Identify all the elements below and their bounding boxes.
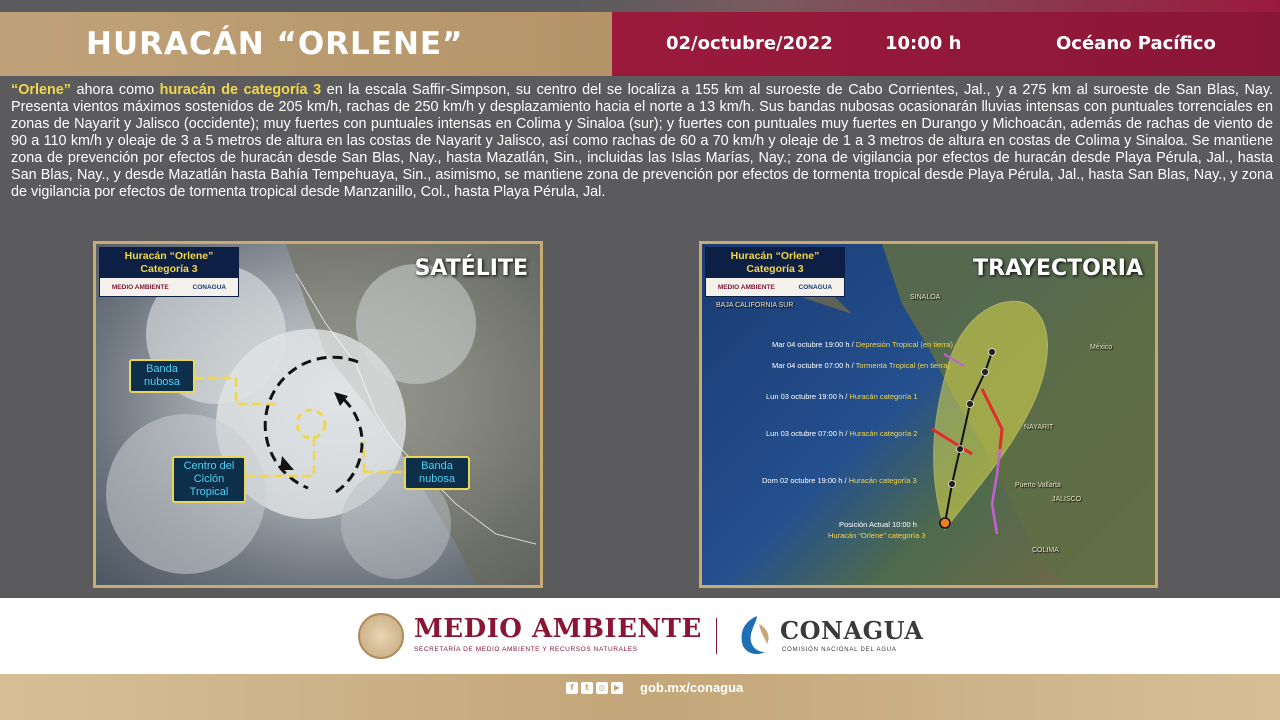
hurricane-category: huracán de categoría 3 (159, 82, 322, 98)
trajectory-badge-category: Categoría 3 (746, 263, 804, 275)
badge-org-conagua: CONAGUA (192, 283, 227, 291)
medio-ambiente-subtitle: SECRETARÍA DE MEDIO AMBIENTE Y RECURSOS NATURALES (414, 646, 638, 653)
forecast-status-1: Depresión Tropical (en tierra) (855, 340, 953, 349)
desc-text-2: en la escala Saffir-Simpson, su centro del se localiza a 155 km al suroeste de Cabo Corrientes, Jal., y a 275 km al suroeste de San Blas, Nay. Presenta vientos máximos sostenidos de 205 km/h, rachas de 250 km/h y desplazamiento hacia el norte a 13 km/h. Sus bandas nubosas ocasionarán lluvias intensas con puntuales torrenciales en zonas de Nayarit y Jalisco (occidente); muy fuertes con puntuales intensas en Colima y Sinaloa (sur); y fuertes con puntuales muy fuertes en Durango y Michoacán, además de rachas de viento de 90 a 110 km/h y oleaje de 3 a 5 metros de altura en las costas de Nayarit y Jalisco, así como rachas de 60 a 70 km/h y oleaje de 1 a 3 metros de altura en costas de Colima y Sinaloa. Se mantiene zona de prevención por efectos de huracán desde San Blas, Nay., hasta Mazatlán, Sin., incluidas las Islas Marías, Nay.; zona de vigilancia por efectos de huracán desde Playa Pérula, Jal., hasta San Blas, Nay., y desde Mazatlán hasta Bahía Tempehuaya, Sin., asimismo, se mantiene zona de prevención por efectos de tormenta tropical desde Playa Pérula, Jal., hasta San Blas, Nay., y zona de vigilancia por efectos de tormenta tropical desde Manzanillo, Col., hasta Playa Pérula, Jal. (11, 82, 1273, 200)
logo-divider (716, 618, 717, 654)
header (0, 0, 1280, 78)
social-icons (566, 682, 623, 694)
cloud-band-left-tag: Banda nubosa (129, 359, 195, 393)
place-colima: COLIMA (1032, 547, 1059, 554)
place-baja: BAJA CALIFORNIA SUR (716, 302, 794, 309)
cyclone-center-tag: Centro del Ciclón Tropical (172, 456, 246, 503)
current-status: Huracán “Orlene” categoría 3 (828, 531, 926, 540)
forecast-note-5 (762, 476, 917, 485)
hurricane-name: “Orlene” (11, 82, 71, 98)
forecast-date-5: Dom 02 octubre 19:00 h / (762, 476, 849, 485)
forecast-status-3: Huracán categoría 1 (849, 392, 918, 401)
forecast-date-3: Lun 03 octubre 19:00 h / (766, 392, 850, 401)
forecast-note-1 (772, 340, 953, 349)
place-jalisco: JALISCO (1052, 496, 1082, 503)
conagua-logo-icon (737, 614, 773, 658)
twitter-icon[interactable]: t (581, 682, 593, 694)
hurricane-badge (99, 247, 239, 297)
medio-ambiente-logo-text: MEDIO AMBIENTE (414, 614, 702, 644)
instagram-icon[interactable]: ◎ (596, 682, 608, 694)
bulletin-time: 10:00 h (885, 33, 962, 54)
bulletin-date: 02/octubre/2022 (666, 33, 833, 54)
forecast-status-5: Huracán categoría 3 (848, 476, 917, 485)
place-puerto-vallarta: Puerto Vallarta (1015, 482, 1061, 489)
bulletin-region: Océano Pacífico (1056, 33, 1216, 54)
forecast-note-2 (772, 361, 950, 370)
badge-org-medio-ambiente: MEDIO AMBIENTE (111, 283, 169, 291)
place-mexico: México (1090, 344, 1113, 351)
mexico-seal-icon (358, 613, 404, 659)
forecast-date-4: Lun 03 octubre 07:00 h / (766, 429, 850, 438)
cloud-band-right-tag: Banda nubosa (404, 456, 470, 490)
trajectory-panel (699, 241, 1158, 588)
trajectory-badge-name: Huracán “Orlene” (730, 250, 820, 262)
trajectory-badge-org-medio-ambiente: MEDIO AMBIENTE (717, 283, 775, 291)
facebook-icon[interactable]: f (566, 682, 578, 694)
forecast-note-3 (766, 392, 917, 401)
trajectory-label: TRAYECTORIA (973, 256, 1143, 281)
place-nayarit: NAYARIT (1024, 424, 1054, 431)
conagua-subtitle: COMISIÓN NACIONAL DEL AGUA (782, 647, 897, 653)
current-position-label: Posición Actual 10:00 h (839, 520, 917, 529)
satellite-panel (93, 241, 543, 588)
conagua-logo-text: CONAGUA (780, 616, 924, 645)
forecast-date-1: Mar 04 octubre 19:00 h / (772, 340, 856, 349)
forecast-note-4 (766, 429, 917, 438)
trajectory-badge (705, 247, 845, 297)
desc-text-1: ahora como (70, 82, 160, 98)
forecast-status-2: Tormenta Tropical (en tierra) (855, 361, 950, 370)
trajectory-badge-org-conagua: CONAGUA (798, 283, 833, 291)
website-link[interactable]: gob.mx/conagua (640, 680, 744, 695)
badge-category: Categoría 3 (140, 263, 198, 275)
page-title: HURACÁN “ORLENE” (86, 26, 464, 62)
current-status-label (828, 531, 926, 540)
satellite-label: SATÉLITE (414, 256, 528, 281)
badge-name: Huracán “Orlene” (124, 250, 214, 262)
bulletin-description (11, 82, 1273, 201)
youtube-icon[interactable]: ▶ (611, 682, 623, 694)
forecast-status-4: Huracán categoría 2 (849, 429, 918, 438)
forecast-date-2: Mar 04 octubre 07:00 h / (772, 361, 856, 370)
place-sinaloa: SINALOA (910, 294, 941, 301)
